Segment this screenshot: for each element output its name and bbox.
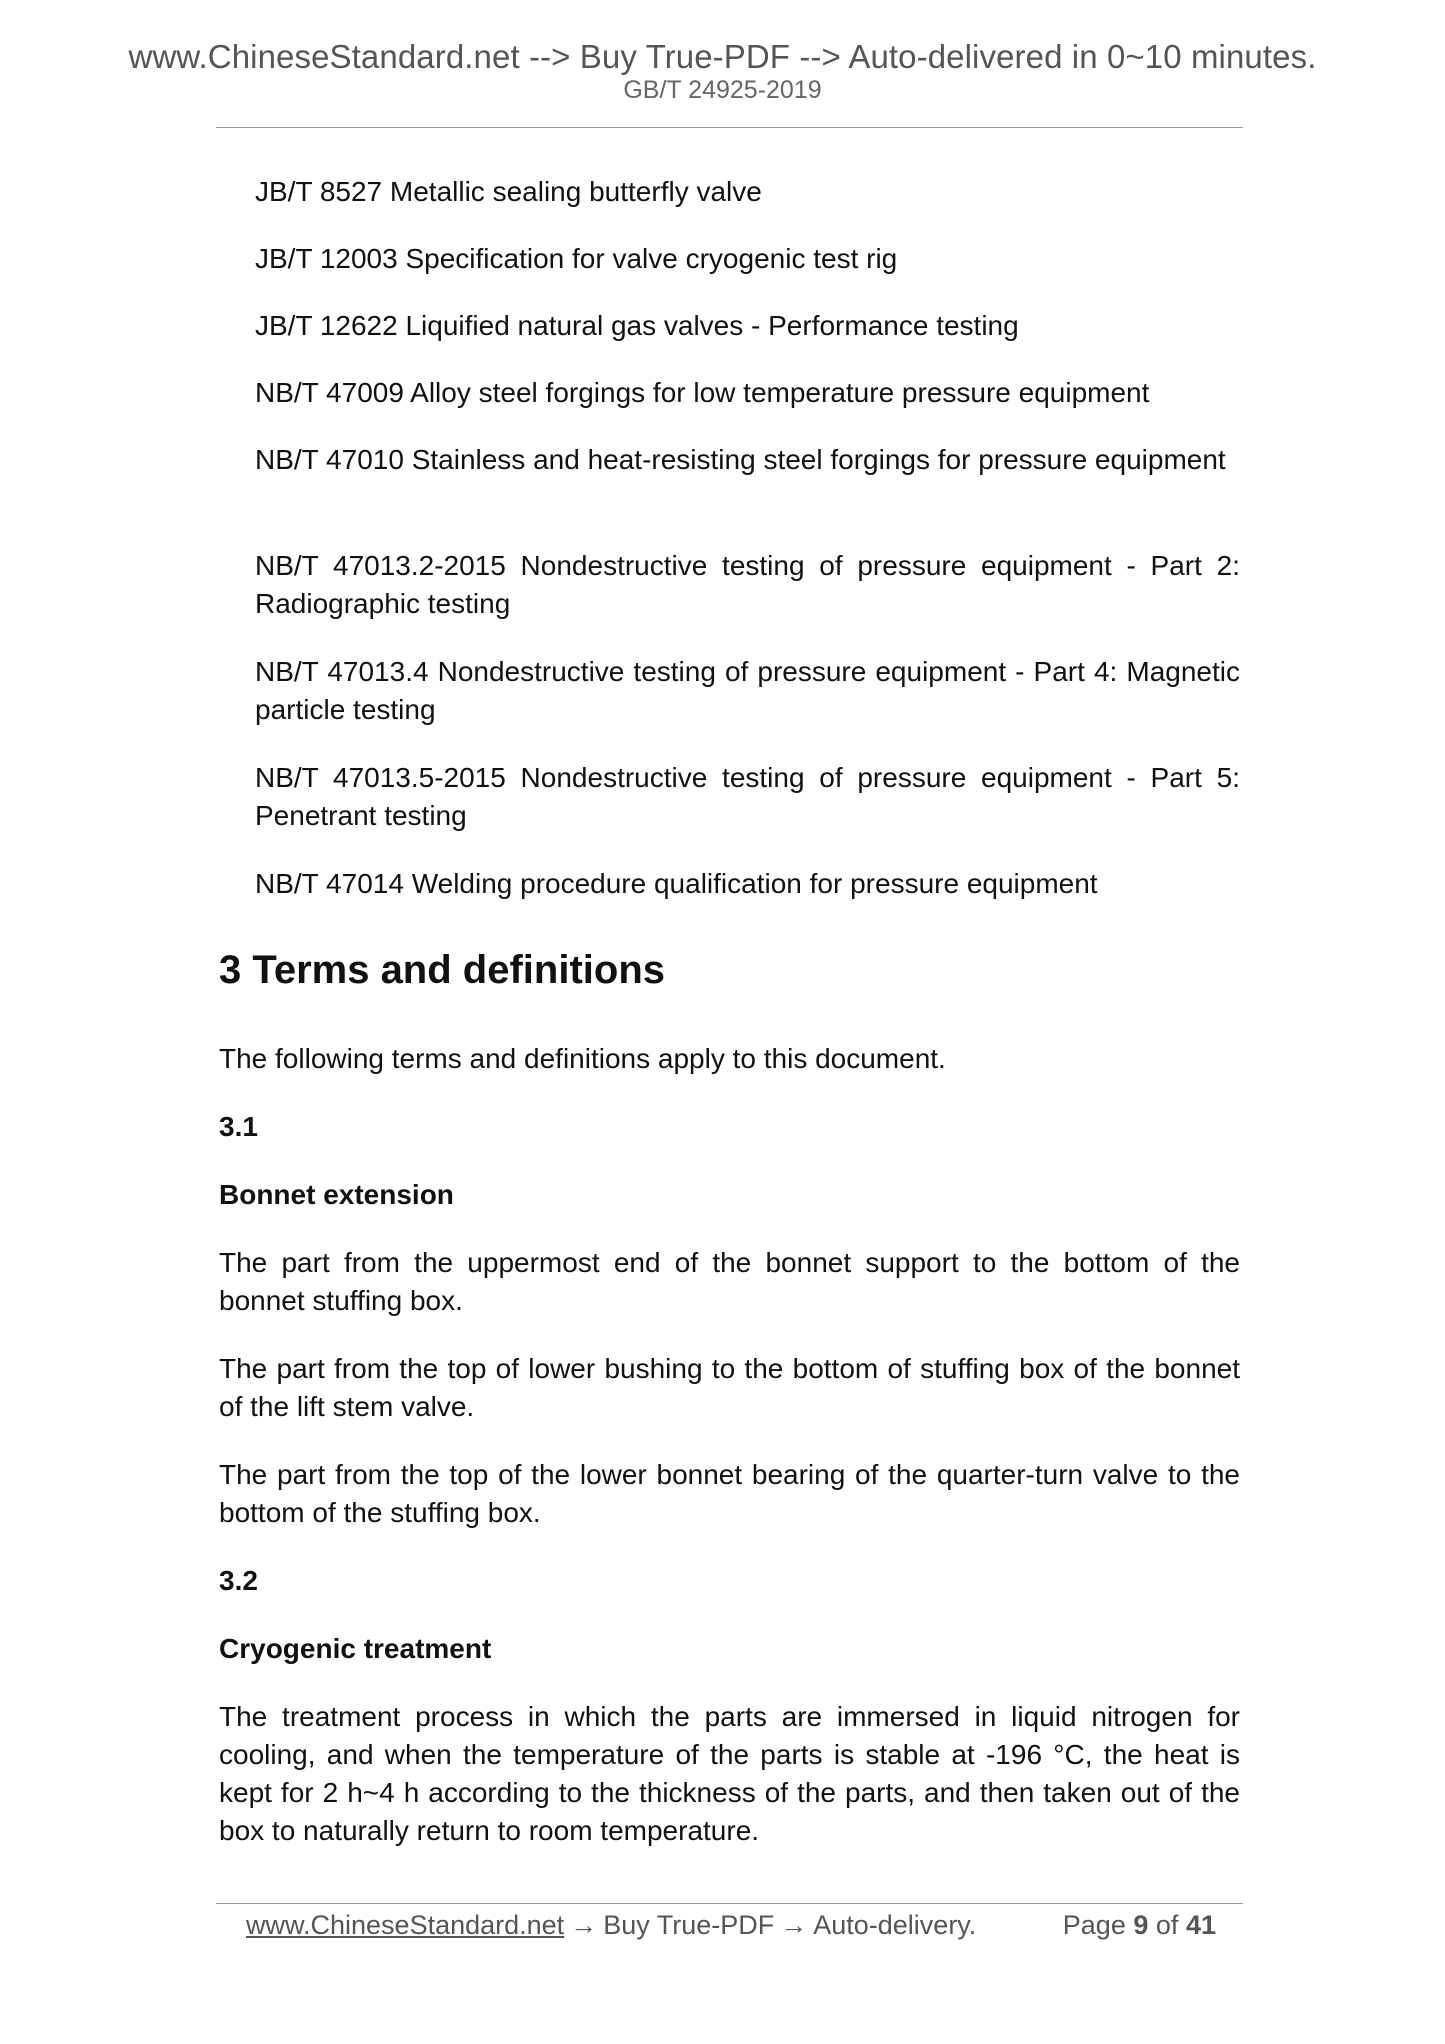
- term-name: Bonnet extension: [219, 1179, 454, 1210]
- reference-item: NB/T 47013.5-2015 Nondestructive testing of pressure equipment - Part 5: Penetrant testing: [255, 762, 1240, 831]
- term-definition: The part from the top of the lower bonnet bearing of the quarter-turn valve to the bottom of the stuffing box.: [219, 1459, 1240, 1528]
- reference-item: JB/T 12622 Liquified natural gas valves - Performance testing: [255, 310, 1019, 341]
- section-intro: The following terms and definitions apply to this document.: [219, 1043, 946, 1074]
- page-label: Page: [1062, 1910, 1126, 1940]
- page-number: [1063, 1905, 1216, 1945]
- page-of-label: of: [1155, 1910, 1179, 1940]
- term-definition: The part from the top of lower bushing to the bottom of stuffing box of the bonnet of the lift stem valve.: [219, 1353, 1240, 1422]
- arrow-right-icon: →: [780, 1910, 808, 1940]
- header-banner: www.ChineseStandard.net --> Buy True-PDF --> Auto-delivered in 0~10 minutes.: [128, 38, 1317, 75]
- document-code: GB/T 24925-2019: [623, 76, 822, 104]
- reference-item: NB/T 47010 Stainless and heat-resisting steel forgings for pressure equipment: [255, 444, 1226, 475]
- section-title: 3 Terms and definitions: [219, 948, 665, 992]
- term-definition: The treatment process in which the parts are immersed in liquid nitrogen for cooling, and when the temperature of the parts is stable at -196 °C, the heat is kept for 2 h~4 h according to the thickness of the parts, and then taken out of the box to naturally return to room temperature.: [219, 1701, 1240, 1846]
- arrow-right-icon: →: [570, 1910, 598, 1940]
- total-pages: 41: [1185, 1910, 1216, 1940]
- reference-item: JB/T 8527 Metallic sealing butterfly valve: [255, 176, 762, 207]
- term-number: 3.1: [219, 1111, 258, 1142]
- footer-delivery-text: Auto-delivery.: [813, 1910, 977, 1940]
- reference-item: NB/T 47013.4 Nondestructive testing of pressure equipment - Part 4: Magnetic particle testing: [255, 656, 1240, 725]
- current-page: 9: [1133, 1910, 1149, 1940]
- term-definition: The part from the uppermost end of the bonnet support to the bottom of the bonnet stuffing box.: [219, 1247, 1240, 1316]
- footer-site-link[interactable]: www.ChineseStandard.net: [246, 1910, 565, 1940]
- reference-item: NB/T 47014 Welding procedure qualification for pressure equipment: [255, 868, 1098, 899]
- reference-item: NB/T 47013.2-2015 Nondestructive testing of pressure equipment - Part 2: Radiographic testing: [255, 550, 1240, 619]
- page-footer: [246, 1905, 1216, 1945]
- term-number: 3.2: [219, 1565, 258, 1596]
- reference-item: NB/T 47009 Alloy steel forgings for low temperature pressure equipment: [255, 377, 1150, 408]
- reference-item: JB/T 12003 Specification for valve cryogenic test rig: [255, 243, 898, 274]
- footer-divider: [216, 1903, 1243, 1904]
- footer-buy-text: Buy True-PDF: [603, 1910, 775, 1940]
- header-divider: [216, 127, 1243, 128]
- term-name: Cryogenic treatment: [219, 1633, 492, 1664]
